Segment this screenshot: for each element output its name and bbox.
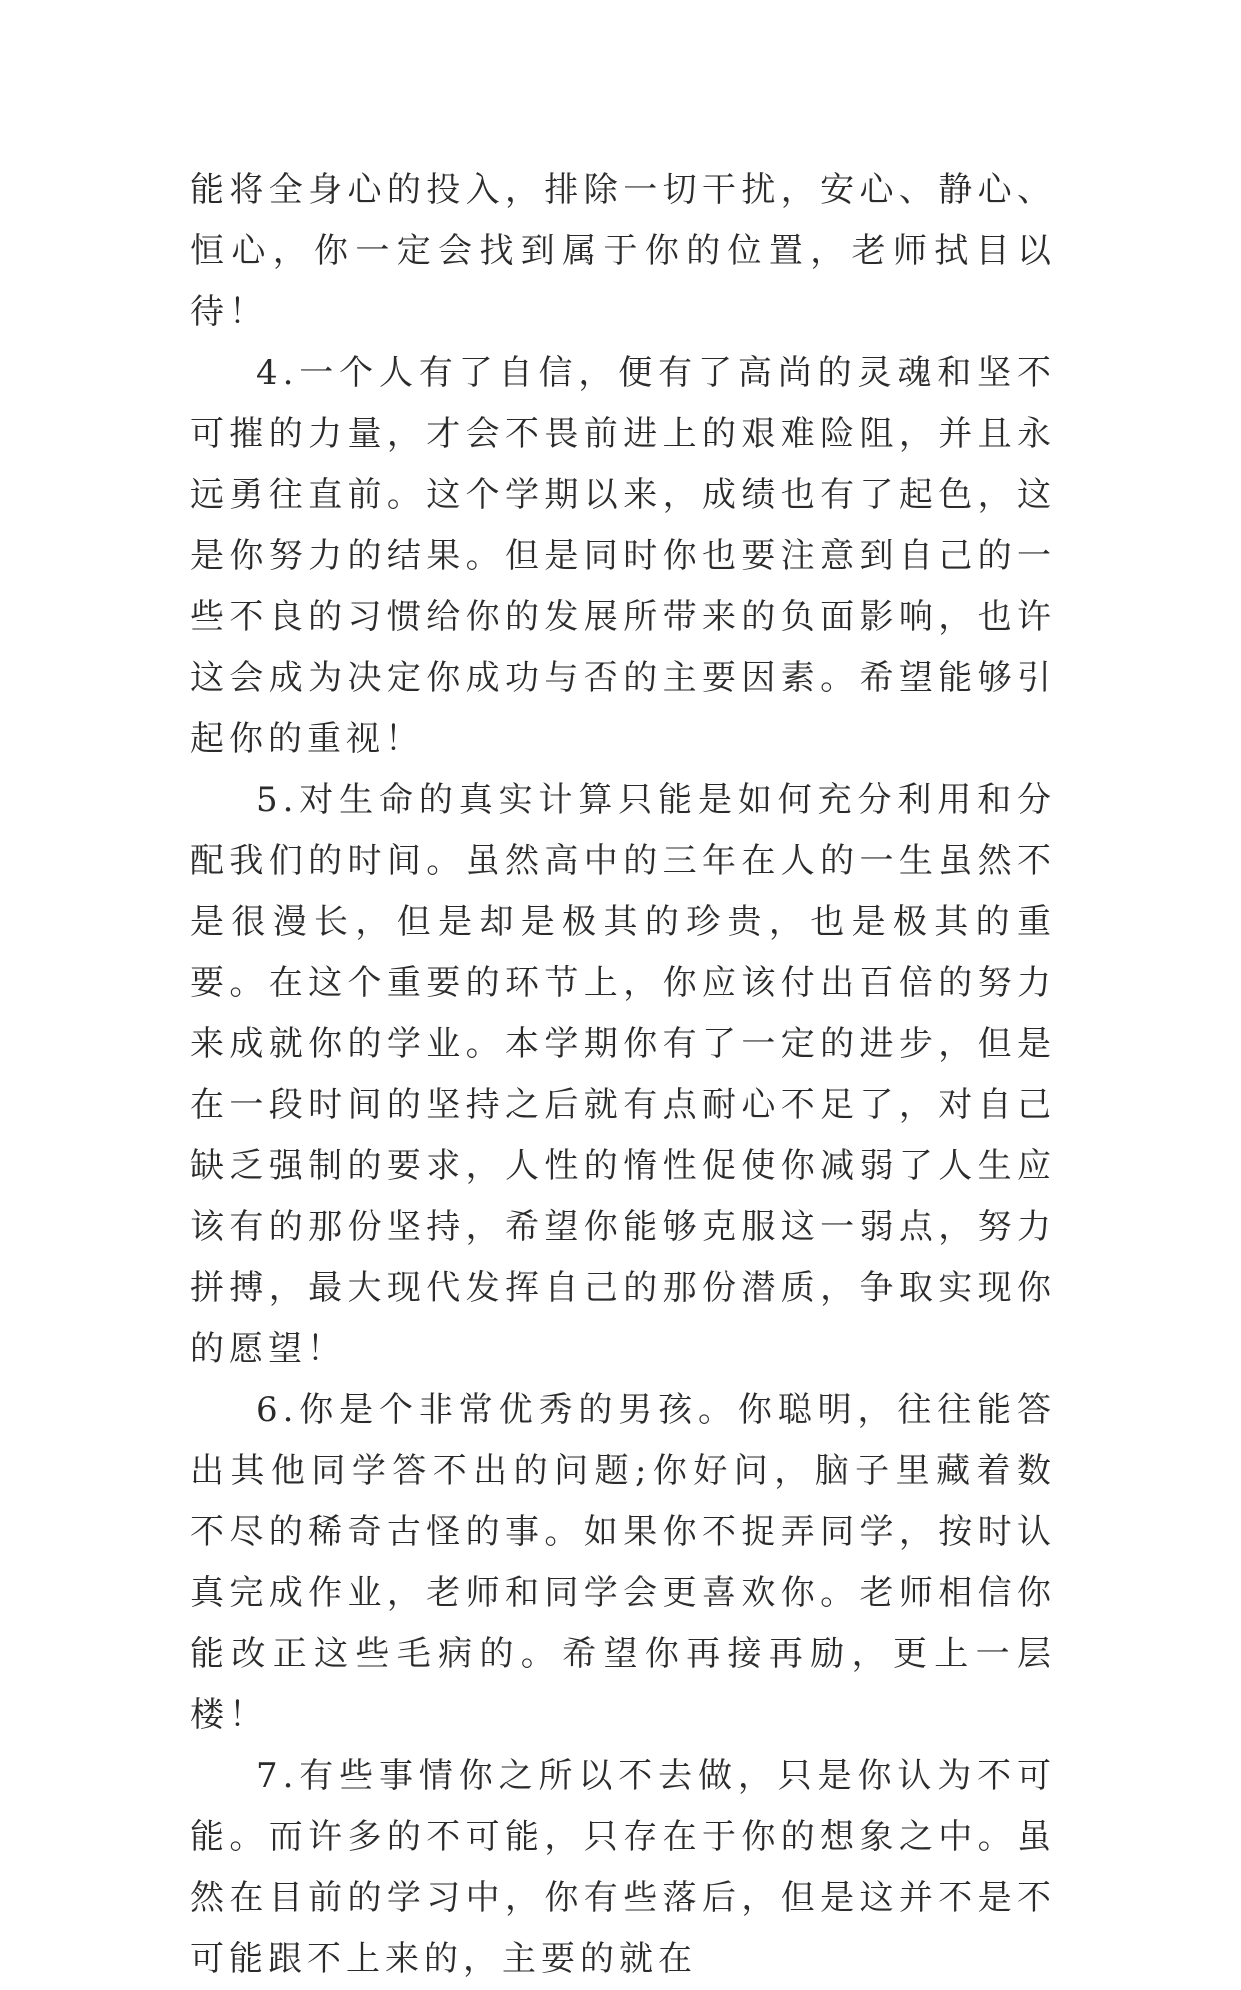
document-body xyxy=(190,160,1056,1990)
paragraph-item-4: 4.一个人有了自信，便有了高尚的灵魂和坚不可摧的力量，才会不畏前进上的艰难险阻，并且永远勇往直前。这个学期以来，成绩也有了起色，这是你努力的结果。但是同时你也要注意到自己的一些不良的习惯给你的发展所带来的负面影响，也许这会成为决定你成功与否的主要因素。希望能够引起你的重视！ xyxy=(190,353,1056,759)
paragraph-continuation: 能将全身心的投入，排除一切干扰，安心、静心、恒心，你一定会找到属于你的位置，老师拭目以待！ xyxy=(190,170,1056,332)
paragraph-item-7: 7.有些事情你之所以不去做，只是你认为不可能。而许多的不可能，只存在于你的想象之中。虽然在目前的学习中，你有些落后，但是这并不是不可能跟不上来的，主要的就在 xyxy=(190,1756,1056,1979)
paragraph-item-5: 5.对生命的真实计算只能是如何充分利用和分配我们的时间。虽然高中的三年在人的一生虽然不是很漫长，但是却是极其的珍贵，也是极其的重要。在这个重要的环节上，你应该付出百倍的努力来成就你的学业。本学期你有了一定的进步，但是在一段时间的坚持之后就有点耐心不足了，对自己缺乏强制的要求，人性的惰性促使你减弱了人生应该有的那份坚持，希望你能够克服这一弱点，努力拼搏，最大现代发挥自己的那份潜质，争取实现你的愿望！ xyxy=(190,780,1056,1369)
paragraph-item-6: 6.你是个非常优秀的男孩。你聪明，往往能答出其他同学答不出的问题;你好问，脑子里藏着数不尽的稀奇古怪的事。如果你不捉弄同学，按时认真完成作业，老师和同学会更喜欢你。老师相信你能改正这些毛病的。希望你再接再励，更上一层楼！ xyxy=(190,1390,1056,1735)
